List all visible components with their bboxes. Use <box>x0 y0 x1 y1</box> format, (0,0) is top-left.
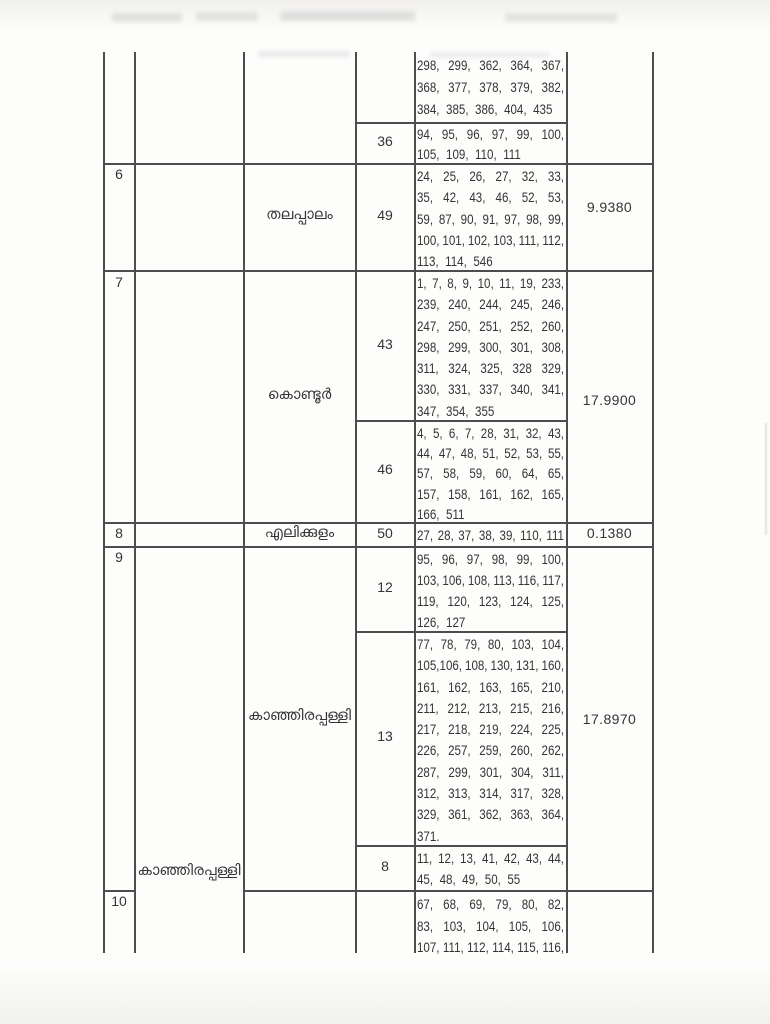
scan-artifact <box>258 51 350 57</box>
survey-numbers-line: 161, 162, 163, 165, 210, <box>417 678 565 695</box>
survey-numbers-line: 100, 101, 102, 103, 111, 112, <box>417 231 565 248</box>
table-vertical-rule <box>103 52 105 953</box>
survey-numbers-line: 226, 257, 259, 260, 262, <box>417 742 565 759</box>
survey-numbers-line: 77, 78, 79, 80, 103, 104, <box>417 636 565 652</box>
table-horizontal-rule <box>243 890 653 892</box>
survey-numbers-line: 94, 95, 96, 97, 99, 100, <box>417 126 564 142</box>
survey-numbers-line: 330, 331, 337, 340, 341, <box>417 381 565 398</box>
table-horizontal-rule <box>103 890 135 892</box>
block-number-cell: 50 <box>377 525 393 541</box>
table-vertical-rule <box>355 52 357 953</box>
serial-number-cell: 8 <box>115 525 123 541</box>
survey-numbers-line: 347, 354, 355 <box>417 402 495 419</box>
serial-number-cell: 7 <box>115 274 123 290</box>
scan-artifact <box>765 423 767 535</box>
survey-numbers-line: 211, 212, 213, 215, 216, <box>417 699 565 716</box>
survey-numbers-line: 105, 109, 110, 111 <box>417 146 521 162</box>
scan-artifact <box>112 13 182 22</box>
table-vertical-rule <box>134 52 136 953</box>
survey-numbers-line: 298, 299, 300, 301, 308, <box>417 338 565 355</box>
village-name-cell: എലിക്കുളം <box>264 524 335 541</box>
survey-numbers-line: 57, 58, 59, 60, 64, 65, <box>417 465 565 482</box>
survey-numbers-line: 247, 250, 251, 252, 260, <box>417 317 565 334</box>
survey-numbers-line: 107, 111, 112, 114, 115, 116, <box>417 939 565 955</box>
survey-numbers-line: 35, 42, 43, 46, 52, 53, <box>417 189 565 206</box>
village-name-cell: കൊണ്ടൂർ <box>267 386 332 403</box>
serial-number-cell: 10 <box>111 893 127 909</box>
survey-numbers-cell <box>417 894 564 959</box>
survey-numbers-cell <box>417 273 564 422</box>
taluk-name-cell: കാഞ്ഞിരപ്പള്ളി <box>137 862 241 879</box>
area-extent-cell: 9.9380 <box>586 199 633 215</box>
survey-numbers-line: 329, 361, 362, 363, 364, <box>417 806 565 823</box>
survey-numbers-cell <box>417 525 564 546</box>
survey-numbers-line: 239, 240, 244, 245, 246, <box>417 296 565 313</box>
block-number-cell: 43 <box>377 336 393 352</box>
survey-numbers-line: 371. <box>417 827 440 844</box>
survey-numbers-line: 105,106, 108, 130, 131, 160, <box>417 657 565 674</box>
survey-numbers-line: 287, 299, 301, 304, 311, <box>417 763 565 780</box>
survey-numbers-line: 384, 385, 386, 404, 435 <box>417 101 553 117</box>
survey-numbers-line: 312, 313, 314, 317, 328, <box>417 785 565 802</box>
serial-number-cell: 6 <box>115 166 123 182</box>
survey-numbers-line: 11, 12, 13, 41, 42, 43, 44, <box>417 850 565 866</box>
survey-numbers-line: 67, 68, 69, 79, 80, 82, <box>417 896 565 912</box>
survey-numbers-cell <box>417 124 564 164</box>
survey-numbers-line: 166, 511 <box>417 505 465 522</box>
survey-numbers-line: 44, 47, 48, 51, 52, 53, 55, <box>417 445 565 462</box>
survey-numbers-line: 45, 48, 49, 50, 55 <box>417 871 521 887</box>
survey-numbers-line: 4, 5, 6, 7, 28, 31, 32, 43, <box>417 425 565 441</box>
scan-artifact <box>280 11 415 21</box>
survey-numbers-line: 126, 127 <box>417 614 466 630</box>
area-extent-cell: 17.8970 <box>582 711 637 727</box>
table-horizontal-rule <box>103 546 653 548</box>
survey-numbers-line: 298, 299, 362, 364, 367, <box>417 57 565 73</box>
survey-numbers-cell <box>417 848 564 890</box>
table-vertical-rule <box>566 52 568 953</box>
scan-artifact <box>505 13 617 22</box>
block-number-cell: 13 <box>377 728 393 744</box>
survey-numbers-cell <box>417 549 564 633</box>
survey-numbers-line: 368, 377, 378, 379, 382, <box>417 79 565 95</box>
survey-numbers-line: 83, 103, 104, 105, 106, <box>417 917 565 934</box>
survey-numbers-cell <box>417 166 564 272</box>
survey-numbers-cell <box>417 54 564 120</box>
survey-numbers-line: 311, 324, 325, 328 329, <box>417 360 564 377</box>
village-name-cell: കാഞ്ഞിരപ്പള്ളി <box>248 707 351 724</box>
village-name-cell: തലപ്പാലം <box>266 206 333 223</box>
serial-number-cell: 9 <box>115 549 123 565</box>
block-number-cell: 46 <box>377 461 393 477</box>
area-extent-cell: 17.9900 <box>582 392 637 408</box>
table-vertical-rule <box>652 52 654 953</box>
survey-numbers-cell <box>417 423 564 524</box>
block-number-cell: 36 <box>377 133 393 149</box>
survey-numbers-cell <box>417 634 564 847</box>
block-number-cell: 49 <box>377 207 393 223</box>
table-horizontal-rule <box>103 163 653 165</box>
survey-numbers-line: 119, 120, 123, 124, 125, <box>417 593 565 609</box>
survey-numbers-line: 95, 96, 97, 98, 99, 100, <box>417 551 564 567</box>
table-horizontal-rule <box>103 522 653 524</box>
survey-numbers-line: 24, 25, 26, 27, 32, 33, <box>417 168 565 184</box>
table-vertical-rule <box>414 52 416 953</box>
survey-numbers-line: 103, 106, 108, 113, 116, 117, <box>417 572 565 588</box>
scan-artifact <box>196 12 258 21</box>
area-extent-cell: 0.1380 <box>586 525 633 541</box>
survey-numbers-line: 59, 87, 90, 91, 97, 98, 99, <box>417 210 565 227</box>
block-number-cell: 8 <box>381 858 389 874</box>
table-vertical-rule <box>243 52 245 953</box>
survey-numbers-line: 217, 218, 219, 224, 225, <box>417 721 565 738</box>
block-number-cell: 12 <box>377 579 393 595</box>
survey-numbers-line: 113, 114, 546 <box>417 253 493 270</box>
survey-numbers-line: 1, 7, 8, 9, 10, 11, 19, 233, <box>417 275 565 291</box>
survey-numbers-line: 27, 28, 37, 38, 39, 110, 111 <box>417 527 564 543</box>
table-horizontal-rule <box>103 270 653 272</box>
survey-numbers-line: 157, 158, 161, 162, 165, <box>417 485 565 502</box>
